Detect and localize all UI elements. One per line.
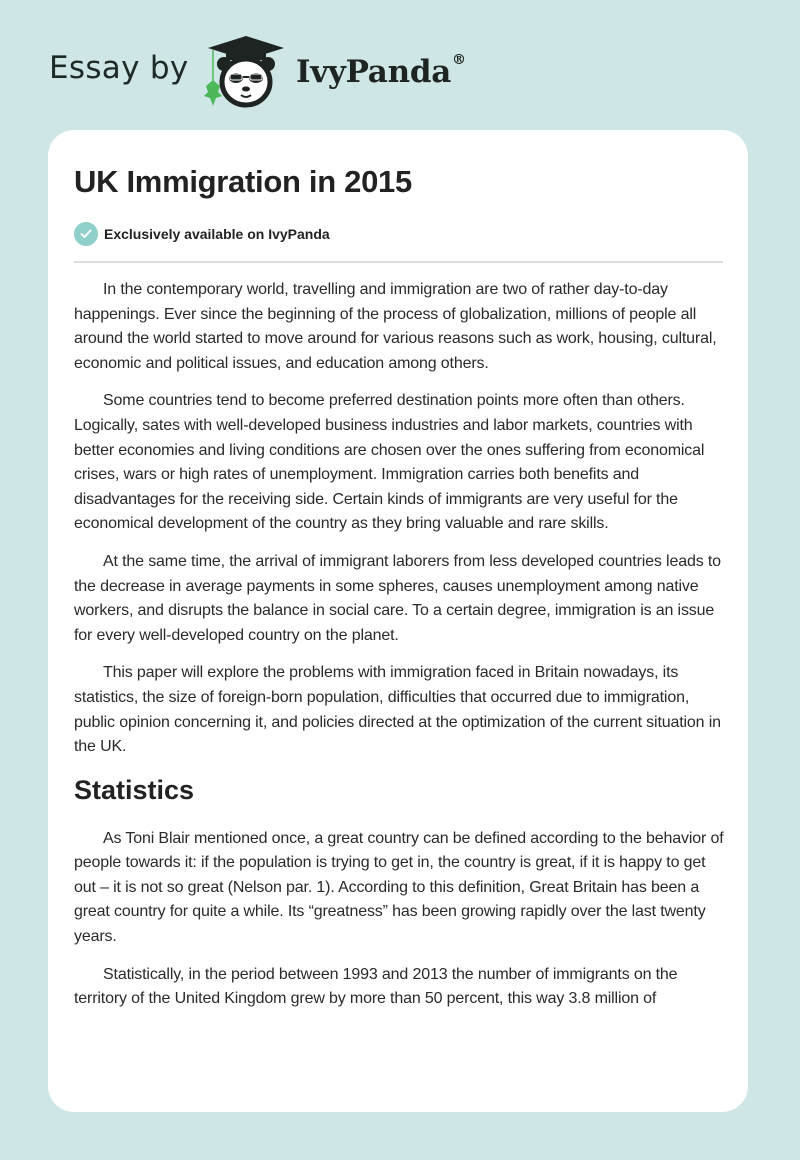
check-circle-icon [74, 222, 98, 246]
paragraph: Some countries tend to become preferred destination points more often than others. Logically, sates with well-developed business industries and labor markets, countries with better economies and living conditions are chosen over the ones suffering from economical crises, wars or high rates of unemployment. Immigration carries both benefits and disadvantages for the receiving side. Certain kinds of immigrants are very useful for the economical development of the country as they bring valuable and rare skills. [74, 392, 705, 533]
registered-mark: ® [452, 52, 466, 68]
panda-graduation-cap-icon[interactable] [200, 34, 292, 110]
paragraph: In the contemporary world, travelling and immigration are two of rather day-to-day happenings. Ever since the beginning of the process of globalization, millions of people all around the world started to move around for various reasons such as work, housing, cultural, economic and political issues, and education among others. [74, 281, 717, 372]
essay-body [74, 278, 726, 1025]
exclusive-label: Exclusively available on IvyPanda [104, 226, 330, 242]
paragraph: At the same time, the arrival of immigrant laborers from less developed countries leads to the decrease in average payments in some spheres, causes unemployment among native workers, and disrupts the balance in social care. To a certain degree, immigration is an issue for every well-developed country on the planet. [74, 552, 721, 644]
essay-card [48, 130, 748, 1112]
site-header [0, 0, 800, 130]
paragraph: As Toni Blair mentioned once, a great country can be defined according to the behavior of people towards it: if the population is trying to get in, the country is great, if it is happy to get out – it is not so great (Nelson par. 1). According to this definition, Great Britain has been a great country for quite a while. Its “greatness” has been growing rapidly over the last twenty years. [74, 829, 724, 946]
divider [74, 261, 723, 263]
brand-name: IvyPanda [296, 54, 451, 90]
section-heading-statistics: Statistics [74, 774, 195, 805]
essay-by-label: Essay by [49, 50, 189, 86]
exclusive-badge [74, 222, 330, 246]
brand-logo-text[interactable] [296, 54, 466, 90]
paragraph: Statistically, in the period between 1993 and 2013 the number of immigrants on the territory of the United Kingdom grew by more than 50 percent, this way 3.8 million of [74, 965, 678, 1008]
paragraph: This paper will explore the problems with immigration faced in Britain nowadays, its statistics, the size of foreign-born population, difficulties that occurred due to immigration, public opinion concerning it, and policies directed at the optimization of the current situation in the UK. [74, 664, 721, 756]
page-title: UK Immigration in 2015 [74, 164, 412, 199]
